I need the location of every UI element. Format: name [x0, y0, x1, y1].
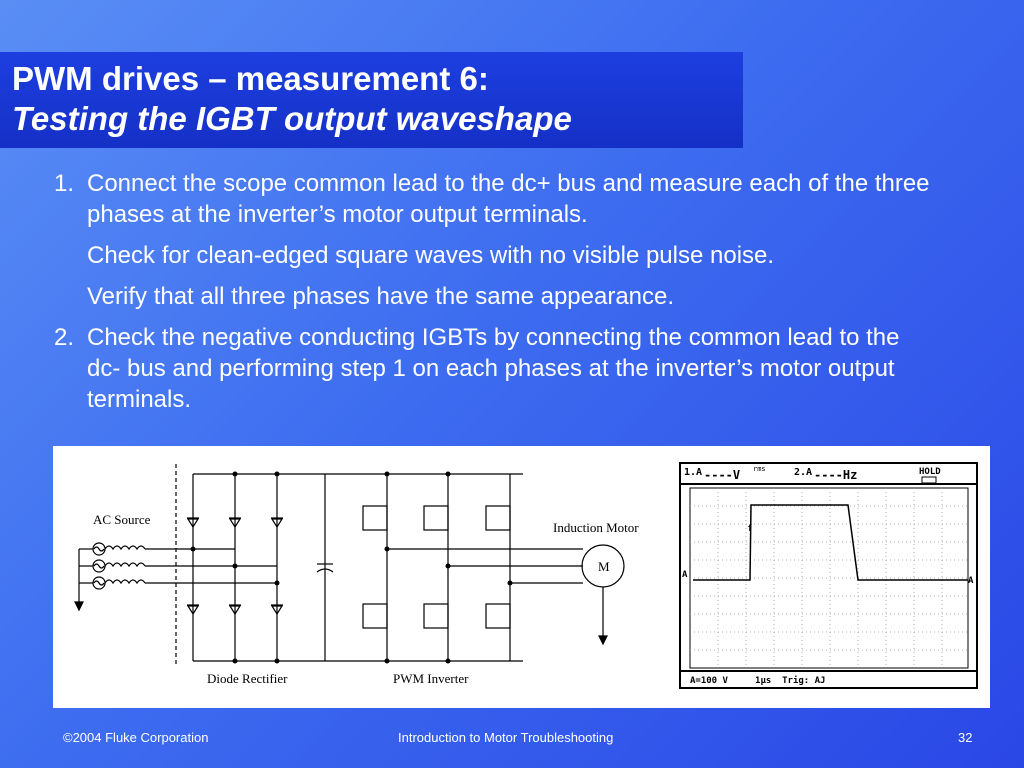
list-item-text: Connect the scope common lead to the dc+ bus and measure each of the three phases at the inverter’s motor output terminals. — [87, 170, 930, 228]
trigger-marker: ſ — [747, 524, 753, 534]
footer-course: Introduction to Motor Troubleshooting — [398, 730, 614, 745]
list-subparagraph: Verify that all three phases have the same appearance. — [87, 283, 675, 310]
list-item-2 — [50, 322, 930, 415]
ch2-readout: ----Hz — [814, 468, 858, 482]
diode-rectifier-label: Diode Rectifier — [207, 671, 288, 686]
scope-display — [680, 463, 977, 688]
ac-source-label: AC Source — [93, 512, 151, 527]
ch1-label: 1.A — [684, 467, 703, 478]
list-number: 1. — [54, 170, 75, 197]
slide-title: PWM drives – measurement 6: — [12, 60, 489, 97]
ch2-label: 2.A — [794, 467, 813, 478]
slide-subtitle: Testing the IGBT output waveshape — [12, 100, 572, 137]
list-item-1 — [50, 168, 930, 230]
pwm-inverter-label: PWM Inverter — [393, 671, 469, 686]
list-item-text: Check the negative conducting IGBTs by connecting the common lead to the dc- bus and performing step 1 on each phases at the inverter’s motor output terminals. — [87, 324, 900, 413]
ch-a-marker-left: A — [682, 570, 688, 580]
circuit-diagram — [53, 446, 990, 708]
footer-page-number: 32 — [958, 730, 973, 745]
motor-symbol: M — [598, 559, 610, 574]
ch-a-marker-right: A — [968, 576, 974, 586]
circuit-and-scope-figure — [53, 446, 990, 708]
hold-label: HOLD — [919, 467, 941, 477]
list-subparagraph: Check for clean-edged square waves with no visible pulse noise. — [87, 242, 775, 269]
footer-copyright: ©2004 Fluke Corporation — [63, 730, 209, 745]
ch1-readout: ----V — [704, 468, 741, 482]
induction-motor-label: Induction Motor — [553, 520, 639, 535]
scope-status-bar: A=100 V 1µs Trig: AJ — [690, 676, 826, 686]
rms-label: rms — [753, 465, 766, 473]
instruction-list — [50, 168, 930, 425]
list-number: 2. — [54, 324, 75, 351]
